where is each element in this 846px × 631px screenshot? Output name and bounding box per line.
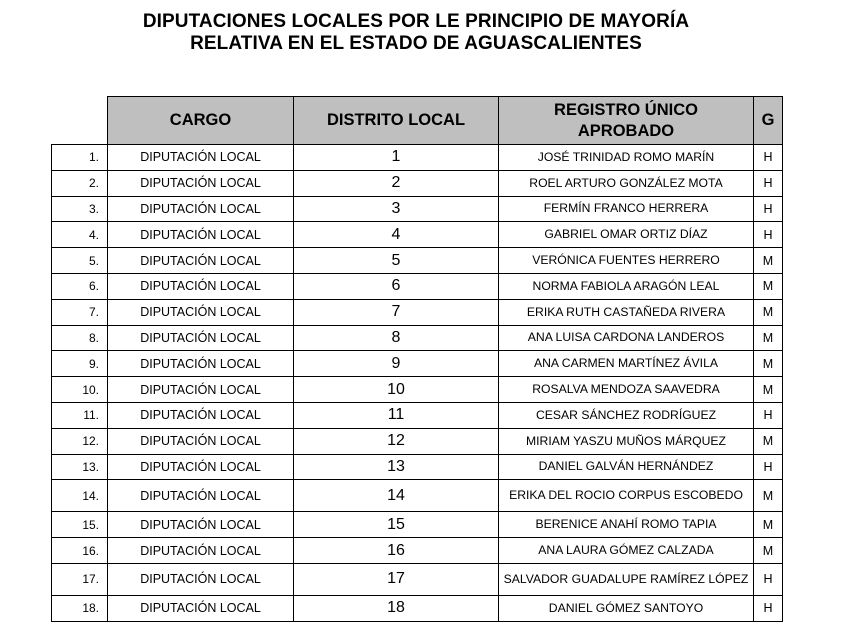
row-number: 3. xyxy=(52,196,108,222)
registro-cell: ERIKA DEL ROCIO CORPUS ESCOBEDO xyxy=(499,480,754,512)
cargo-cell: DIPUTACIÓN LOCAL xyxy=(108,595,294,621)
row-number: 18. xyxy=(52,595,108,621)
table-row xyxy=(52,170,783,196)
row-number: 4. xyxy=(52,222,108,248)
table-row xyxy=(52,351,783,377)
distrito-cell: 13 xyxy=(294,454,499,480)
genero-cell: M xyxy=(754,377,783,403)
cargo-cell: DIPUTACIÓN LOCAL xyxy=(108,377,294,403)
distrito-cell: 11 xyxy=(294,402,499,428)
genero-cell: H xyxy=(754,196,783,222)
registro-cell: GABRIEL OMAR ORTIZ DÍAZ xyxy=(499,222,754,248)
distrito-cell: 10 xyxy=(294,377,499,403)
header-genero: G xyxy=(754,97,783,145)
distrito-cell: 2 xyxy=(294,170,499,196)
genero-cell: M xyxy=(754,248,783,274)
registro-cell: ANA LUISA CARDONA LANDEROS xyxy=(499,325,754,351)
row-number: 16. xyxy=(52,538,108,564)
cargo-cell: DIPUTACIÓN LOCAL xyxy=(108,325,294,351)
row-number: 11. xyxy=(52,402,108,428)
genero-cell: M xyxy=(754,351,783,377)
genero-cell: H xyxy=(754,170,783,196)
cargo-cell: DIPUTACIÓN LOCAL xyxy=(108,351,294,377)
distrito-cell: 17 xyxy=(294,563,499,595)
registro-cell: DANIEL GALVÁN HERNÁNDEZ xyxy=(499,454,754,480)
cargo-cell: DIPUTACIÓN LOCAL xyxy=(108,538,294,564)
header-registro-line-1: REGISTRO ÚNICO xyxy=(554,100,698,119)
row-number: 7. xyxy=(52,299,108,325)
registro-cell: JOSÉ TRINIDAD ROMO MARÍN xyxy=(499,145,754,171)
document-title xyxy=(0,11,832,55)
genero-cell: M xyxy=(754,428,783,454)
distrito-cell: 18 xyxy=(294,595,499,621)
table-row xyxy=(52,563,783,595)
table-row xyxy=(52,454,783,480)
table-row xyxy=(52,595,783,621)
row-number: 12. xyxy=(52,428,108,454)
table-row xyxy=(52,145,783,171)
row-number: 9. xyxy=(52,351,108,377)
cargo-cell: DIPUTACIÓN LOCAL xyxy=(108,402,294,428)
row-number: 1. xyxy=(52,145,108,171)
cargo-cell: DIPUTACIÓN LOCAL xyxy=(108,512,294,538)
row-number: 6. xyxy=(52,273,108,299)
registro-cell: DANIEL GÓMEZ SANTOYO xyxy=(499,595,754,621)
distrito-cell: 16 xyxy=(294,538,499,564)
cargo-cell: DIPUTACIÓN LOCAL xyxy=(108,145,294,171)
registro-cell: BERENICE ANAHÍ ROMO TAPIA xyxy=(499,512,754,538)
distrito-cell: 9 xyxy=(294,351,499,377)
cargo-cell: DIPUTACIÓN LOCAL xyxy=(108,248,294,274)
genero-cell: M xyxy=(754,538,783,564)
table-row xyxy=(52,377,783,403)
cargo-cell: DIPUTACIÓN LOCAL xyxy=(108,454,294,480)
cargo-cell: DIPUTACIÓN LOCAL xyxy=(108,273,294,299)
row-number: 17. xyxy=(52,563,108,595)
distrito-cell: 3 xyxy=(294,196,499,222)
cargo-cell: DIPUTACIÓN LOCAL xyxy=(108,222,294,248)
registro-cell: VERÓNICA FUENTES HERRERO xyxy=(499,248,754,274)
cargo-cell: DIPUTACIÓN LOCAL xyxy=(108,196,294,222)
registry-table xyxy=(51,96,783,622)
distrito-cell: 15 xyxy=(294,512,499,538)
registro-cell: ERIKA RUTH CASTAÑEDA RIVERA xyxy=(499,299,754,325)
header-registro-unico xyxy=(499,97,754,145)
table-header-row xyxy=(52,97,783,145)
registro-cell: SALVADOR GUADALUPE RAMÍREZ LÓPEZ xyxy=(499,563,754,595)
distrito-cell: 6 xyxy=(294,273,499,299)
distrito-cell: 5 xyxy=(294,248,499,274)
cargo-cell: DIPUTACIÓN LOCAL xyxy=(108,170,294,196)
row-number: 10. xyxy=(52,377,108,403)
genero-cell: M xyxy=(754,512,783,538)
row-number: 5. xyxy=(52,248,108,274)
title-line-2: RELATIVA EN EL ESTADO DE AGUASCALIENTES xyxy=(190,33,642,54)
distrito-cell: 1 xyxy=(294,145,499,171)
cargo-cell: DIPUTACIÓN LOCAL xyxy=(108,480,294,512)
registro-cell: ROEL ARTURO GONZÁLEZ MOTA xyxy=(499,170,754,196)
distrito-cell: 4 xyxy=(294,222,499,248)
genero-cell: M xyxy=(754,480,783,512)
table-row xyxy=(52,248,783,274)
genero-cell: M xyxy=(754,325,783,351)
table-row xyxy=(52,428,783,454)
table-row xyxy=(52,480,783,512)
row-number: 14. xyxy=(52,480,108,512)
header-blank-cell xyxy=(52,97,108,145)
header-registro-line-2: APROBADO xyxy=(577,121,675,140)
header-distrito-local: DISTRITO LOCAL xyxy=(294,97,499,145)
distrito-cell: 14 xyxy=(294,480,499,512)
genero-cell: H xyxy=(754,145,783,171)
table-row xyxy=(52,538,783,564)
registro-cell: FERMÍN FRANCO HERRERA xyxy=(499,196,754,222)
row-number: 8. xyxy=(52,325,108,351)
registro-cell: CESAR SÁNCHEZ RODRÍGUEZ xyxy=(499,402,754,428)
table-row xyxy=(52,196,783,222)
table-row xyxy=(52,325,783,351)
registro-cell: ANA LAURA GÓMEZ CALZADA xyxy=(499,538,754,564)
row-number: 2. xyxy=(52,170,108,196)
table-row xyxy=(52,273,783,299)
distrito-cell: 8 xyxy=(294,325,499,351)
registro-cell: ROSALVA MENDOZA SAAVEDRA xyxy=(499,377,754,403)
title-line-1: DIPUTACIONES LOCALES POR LE PRINCIPIO DE MAYORÍA xyxy=(142,11,690,32)
header-cargo: CARGO xyxy=(108,97,294,145)
row-number: 13. xyxy=(52,454,108,480)
genero-cell: H xyxy=(754,595,783,621)
genero-cell: H xyxy=(754,563,783,595)
cargo-cell: DIPUTACIÓN LOCAL xyxy=(108,563,294,595)
registro-cell: ANA CARMEN MARTÍNEZ ÁVILA xyxy=(499,351,754,377)
row-number: 15. xyxy=(52,512,108,538)
registro-cell: NORMA FABIOLA ARAGÓN LEAL xyxy=(499,273,754,299)
registro-cell: MIRIAM YASZU MUÑOS MÁRQUEZ xyxy=(499,428,754,454)
cargo-cell: DIPUTACIÓN LOCAL xyxy=(108,428,294,454)
table-row xyxy=(52,299,783,325)
distrito-cell: 12 xyxy=(294,428,499,454)
genero-cell: H xyxy=(754,222,783,248)
genero-cell: M xyxy=(754,273,783,299)
genero-cell: H xyxy=(754,454,783,480)
table-row xyxy=(52,512,783,538)
table-row xyxy=(52,222,783,248)
genero-cell: H xyxy=(754,402,783,428)
table-row xyxy=(52,402,783,428)
distrito-cell: 7 xyxy=(294,299,499,325)
cargo-cell: DIPUTACIÓN LOCAL xyxy=(108,299,294,325)
genero-cell: M xyxy=(754,299,783,325)
